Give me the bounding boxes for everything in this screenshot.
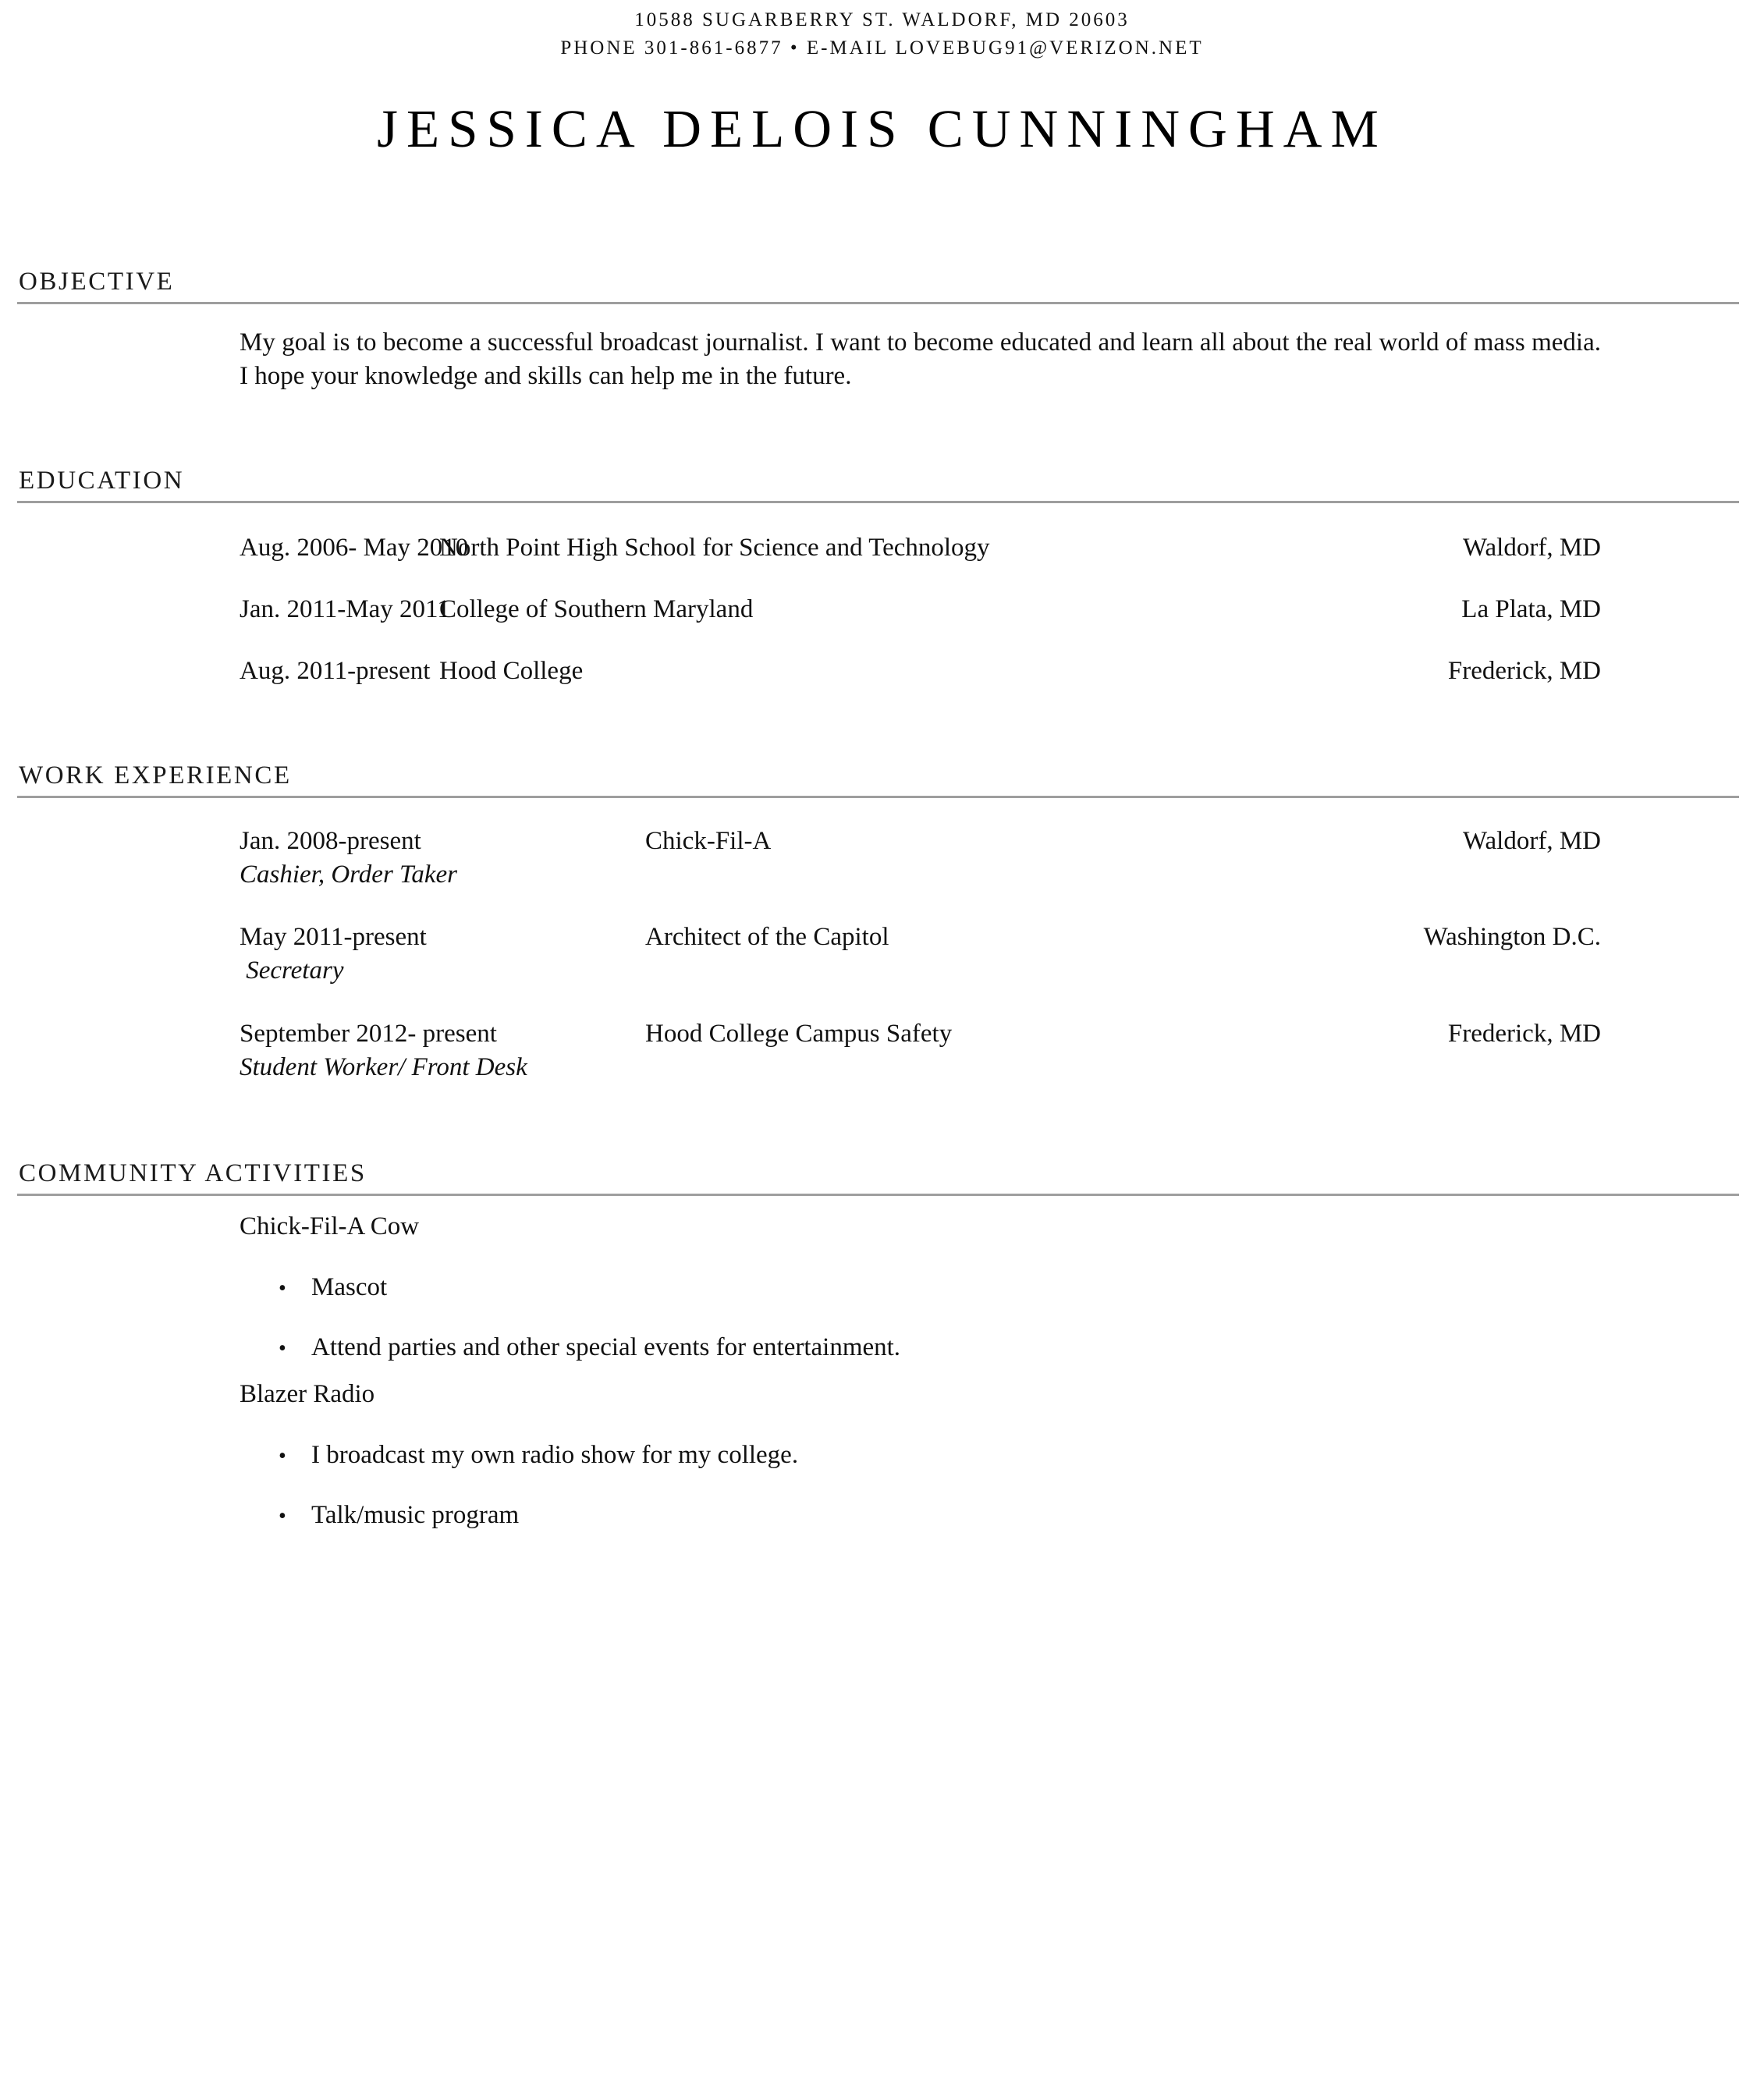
work-date: May 2011-present: [240, 923, 427, 952]
bullet-text: I broadcast my own radio show for my college.: [311, 1440, 799, 1469]
section-divider: [17, 1194, 1739, 1196]
education-institution: Hood College: [439, 656, 584, 685]
education-location: Waldorf, MD: [1463, 533, 1601, 562]
address-line: 10588 SUGARBERRY ST. WALDORF, MD 20603: [634, 9, 1130, 30]
list-item: [240, 1500, 1601, 1531]
section-heading-community-activities: COMMUNITY ACTIVITIES: [19, 1159, 367, 1188]
work-job-title: Secretary: [240, 956, 344, 985]
bullet-icon: •: [279, 1276, 286, 1300]
contact-header: [17, 0, 1747, 62]
section-work-experience: [17, 763, 1747, 1084]
education-institution: College of Southern Maryland: [439, 594, 754, 623]
section-education: [17, 468, 1747, 687]
work-employer: Hood College Campus Safety: [645, 1020, 953, 1049]
education-entry: [240, 656, 1601, 687]
activity-bullet-list: [240, 1272, 1601, 1364]
work-employer: Architect of the Capitol: [645, 923, 889, 952]
bullet-icon: •: [279, 1504, 286, 1529]
section-community-activities: [17, 1161, 1747, 1531]
work-job-title: Student Worker/ Front Desk: [240, 1053, 527, 1082]
phone-email-line: PHONE 301-861-6877 • E-MAIL LOVEBUG91@VERIZON.NET: [560, 37, 1204, 59]
education-entry: [240, 533, 1601, 563]
work-entry: [240, 826, 1601, 890]
section-divider: [17, 501, 1739, 503]
activity-group: [240, 1379, 1601, 1531]
education-institution: North Point High School for Science and Technology: [439, 533, 990, 562]
work-entry: [240, 922, 1601, 986]
work-location: Frederick, MD: [1447, 1020, 1601, 1049]
section-heading-objective: OBJECTIVE: [19, 268, 175, 296]
section-heading-education: EDUCATION: [19, 466, 185, 495]
education-date: Aug. 2006- May 2010: [240, 533, 469, 562]
work-location: Waldorf, MD: [1463, 826, 1601, 855]
objective-text: My goal is to become a successful broadcast journalist. I want to become educated and learn all about the real world of mass media. I hope your knowledge and skills can help me in the future.: [240, 328, 1601, 390]
list-item: [240, 1440, 1601, 1471]
bullet-icon: •: [279, 1443, 286, 1468]
section-heading-work-experience: WORK EXPERIENCE: [19, 761, 292, 790]
work-date: September 2012- present: [240, 1020, 497, 1049]
work-date: Jan. 2008-present: [240, 826, 421, 855]
activity-group: [240, 1212, 1601, 1364]
education-location: La Plata, MD: [1461, 594, 1601, 623]
bullet-text: Mascot: [311, 1272, 388, 1301]
list-item: [240, 1272, 1601, 1304]
bullet-text: Attend parties and other special events for entertainment.: [311, 1333, 901, 1362]
work-employer: Chick-Fil-A: [645, 826, 772, 855]
bullet-text: Talk/music program: [311, 1501, 520, 1530]
section-divider: [17, 796, 1739, 798]
education-entry-list: [240, 533, 1601, 687]
education-entry: [240, 594, 1601, 625]
section-divider: [17, 302, 1739, 304]
education-location: Frederick, MD: [1447, 656, 1601, 685]
list-item: [240, 1332, 1601, 1364]
candidate-name: JESSICA DELOIS CUNNINGHAM: [377, 99, 1387, 158]
education-date: Aug. 2011-present: [240, 656, 431, 685]
education-date: Jan. 2011-May 2011: [240, 594, 450, 623]
activity-title: Blazer Radio: [240, 1380, 375, 1408]
section-objective: [17, 269, 1747, 393]
bullet-icon: •: [279, 1336, 286, 1361]
activity-title: Chick-Fil-A Cow: [240, 1212, 420, 1241]
work-job-title: Cashier, Order Taker: [240, 860, 458, 889]
work-entry-list: [240, 826, 1601, 1084]
work-entry: [240, 1019, 1601, 1083]
community-activity-list: [240, 1212, 1601, 1531]
activity-bullet-list: [240, 1440, 1601, 1531]
work-location: Washington D.C.: [1423, 923, 1601, 952]
